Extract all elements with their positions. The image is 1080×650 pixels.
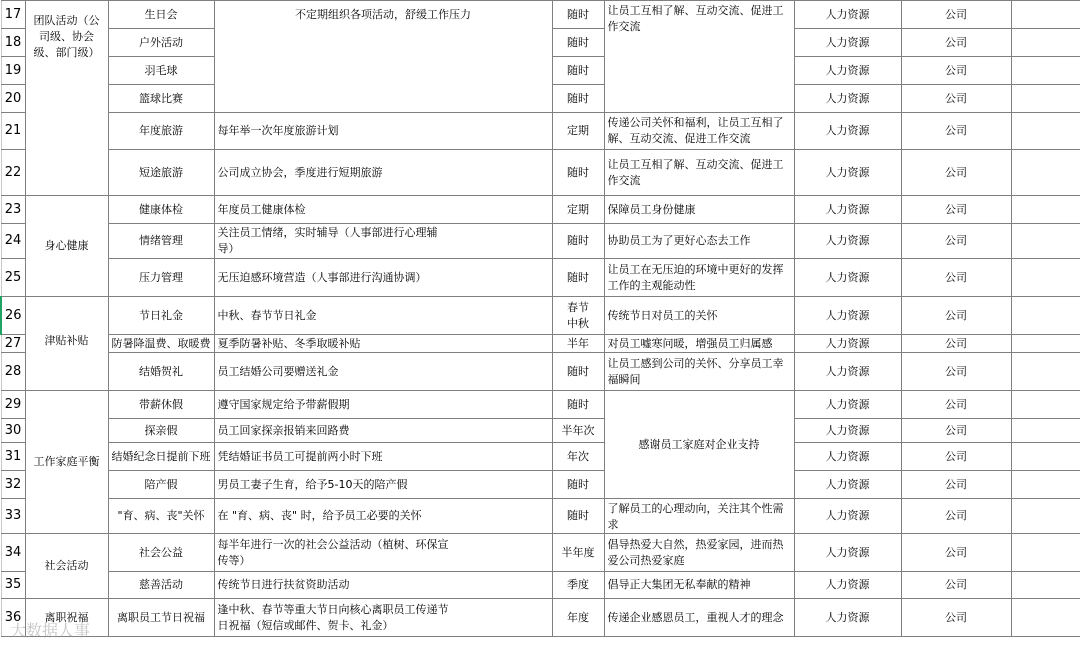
category-cell[interactable]: 团队活动（公司级、协会级、部门级） — [25, 1, 108, 196]
purpose-cell[interactable]: 了解员工的心理动向，关注其个性需求 — [604, 499, 794, 534]
frequency-cell[interactable]: 随时 — [552, 259, 604, 297]
content-cell[interactable]: 无压迫感环境营造（人事部进行沟通协调） — [214, 259, 552, 297]
frequency-cell[interactable]: 春节中秋 — [552, 297, 604, 335]
scope-cell[interactable]: 公司 — [901, 297, 1011, 335]
empty-cell[interactable] — [1011, 29, 1080, 57]
frequency-cell[interactable]: 定期 — [552, 113, 604, 150]
frequency-cell[interactable]: 半年次 — [552, 419, 604, 443]
content-cell[interactable]: 夏季防暑补贴、冬季取暖补贴 — [214, 335, 552, 353]
frequency-cell[interactable]: 年度 — [552, 599, 604, 637]
content-cell[interactable]: 凭结婚证书员工可提前两小时下班 — [214, 443, 552, 471]
empty-cell[interactable] — [1011, 599, 1080, 637]
frequency-cell[interactable]: 随时 — [552, 1, 604, 29]
scope-cell[interactable]: 公司 — [901, 335, 1011, 353]
frequency-cell[interactable]: 随时 — [552, 85, 604, 113]
row-number[interactable]: 29 — [1, 391, 25, 419]
scope-cell[interactable]: 公司 — [901, 1, 1011, 29]
item-cell[interactable]: 陪产假 — [108, 471, 214, 499]
scope-cell[interactable]: 公司 — [901, 353, 1011, 391]
owner-cell[interactable]: 人力资源 — [794, 113, 901, 150]
row-number[interactable]: 26 — [1, 297, 25, 335]
owner-cell[interactable]: 人力资源 — [794, 224, 901, 259]
owner-cell[interactable]: 人力资源 — [794, 150, 901, 196]
scope-cell[interactable]: 公司 — [901, 196, 1011, 224]
row-number[interactable]: 34 — [1, 534, 25, 572]
empty-cell[interactable] — [1011, 196, 1080, 224]
frequency-cell[interactable]: 随时 — [552, 499, 604, 534]
category-cell[interactable]: 工作家庭平衡 — [25, 391, 108, 534]
table-row — [1, 150, 1080, 196]
row-number[interactable]: 23 — [1, 196, 25, 224]
content-cell[interactable]: 员工回家探亲报销来回路费 — [214, 419, 552, 443]
empty-cell[interactable] — [1011, 259, 1080, 297]
empty-cell[interactable] — [1011, 297, 1080, 335]
item-cell[interactable]: 结婚贺礼 — [108, 353, 214, 391]
owner-cell[interactable]: 人力资源 — [794, 1, 901, 29]
content-cell[interactable]: 员工结婚公司要赠送礼金 — [214, 353, 552, 391]
item-cell[interactable]: 羽毛球 — [108, 57, 214, 85]
frequency-cell[interactable]: 随时 — [552, 391, 604, 419]
row-number[interactable]: 28 — [1, 353, 25, 391]
content-cell[interactable]: 公司成立协会，季度进行短期旅游 — [214, 150, 552, 196]
row-number[interactable]: 27 — [1, 335, 25, 353]
purpose-cell[interactable]: 让员工互相了解、互动交流、促进工作交流 — [604, 150, 794, 196]
scope-cell[interactable]: 公司 — [901, 599, 1011, 637]
category-cell[interactable]: 社会活动 — [25, 534, 108, 599]
table-row — [1, 353, 1080, 391]
row-number[interactable]: 33 — [1, 499, 25, 534]
item-cell[interactable]: 慈善活动 — [108, 572, 214, 599]
owner-cell[interactable]: 人力资源 — [794, 572, 901, 599]
item-cell[interactable]: 情绪管理 — [108, 224, 214, 259]
content-cell[interactable]: 关注员工情绪，实时辅导（人事部进行心理辅导） — [214, 224, 552, 259]
scope-cell[interactable]: 公司 — [901, 259, 1011, 297]
purpose-cell[interactable]: 传递公司关怀和福利，让员工互相了解、互动交流、促进工作交流 — [604, 113, 794, 150]
empty-cell[interactable] — [1011, 57, 1080, 85]
frequency-cell[interactable]: 随时 — [552, 224, 604, 259]
content-cell[interactable]: 在 "育、病、丧" 时，给予员工必要的关怀 — [214, 499, 552, 534]
table-row — [1, 534, 1080, 572]
table-row — [1, 1, 1080, 29]
table-row — [1, 599, 1080, 637]
table-row — [1, 419, 1080, 443]
purpose-cell[interactable]: 对员工嘘寒问暖，增强员工归属感 — [604, 335, 794, 353]
empty-cell[interactable] — [1011, 150, 1080, 196]
row-number[interactable]: 31 — [1, 443, 25, 471]
owner-cell[interactable]: 人力资源 — [794, 196, 901, 224]
content-cell[interactable]: 每半年进行一次的社会公益活动（植树、环保宣传等） — [214, 534, 552, 572]
table-row — [1, 471, 1080, 499]
frequency-cell[interactable]: 随时 — [552, 150, 604, 196]
item-cell[interactable]: 生日会 — [108, 1, 214, 29]
row-number[interactable]: 18 — [1, 29, 25, 57]
watermark: 大数据人事 — [10, 621, 91, 640]
owner-cell[interactable]: 人力资源 — [794, 85, 901, 113]
row-number[interactable]: 20 — [1, 85, 25, 113]
owner-cell[interactable]: 人力资源 — [794, 297, 901, 335]
item-cell[interactable]: 离职员工节日祝福 — [108, 599, 214, 637]
purpose-cell[interactable]: 让员工互相了解、互动交流、促进工作交流 — [604, 1, 794, 113]
frequency-cell[interactable]: 随时 — [552, 57, 604, 85]
table-row — [1, 391, 1080, 419]
category-cell[interactable]: 身心健康 — [25, 196, 108, 297]
table-row — [1, 335, 1080, 353]
owner-cell[interactable]: 人力资源 — [794, 534, 901, 572]
scope-cell[interactable]: 公司 — [901, 419, 1011, 443]
purpose-cell[interactable]: 协助员工为了更好心态去工作 — [604, 224, 794, 259]
row-number[interactable]: 25 — [1, 259, 25, 297]
empty-cell[interactable] — [1011, 113, 1080, 150]
table-row — [1, 196, 1080, 224]
frequency-cell[interactable]: 季度 — [552, 572, 604, 599]
row-number[interactable]: 35 — [1, 572, 25, 599]
row-number[interactable]: 21 — [1, 113, 25, 150]
owner-cell[interactable]: 人力资源 — [794, 259, 901, 297]
purpose-cell[interactable]: 倡导正大集团无私奉献的精神 — [604, 572, 794, 599]
empty-cell[interactable] — [1011, 353, 1080, 391]
frequency-cell[interactable]: 半年度 — [552, 534, 604, 572]
owner-cell[interactable]: 人力资源 — [794, 419, 901, 443]
item-cell[interactable]: 社会公益 — [108, 534, 214, 572]
item-cell[interactable]: 探亲假 — [108, 419, 214, 443]
row-number[interactable]: 17 — [1, 1, 25, 29]
item-cell[interactable]: 年度旅游 — [108, 113, 214, 150]
row-number[interactable]: 32 — [1, 471, 25, 499]
scope-cell[interactable]: 公司 — [901, 534, 1011, 572]
frequency-cell[interactable]: 定期 — [552, 196, 604, 224]
table-row — [1, 113, 1080, 150]
item-cell[interactable]: 压力管理 — [108, 259, 214, 297]
row-number[interactable]: 24 — [1, 224, 25, 259]
table-row — [1, 297, 1080, 335]
owner-cell[interactable]: 人力资源 — [794, 57, 901, 85]
scope-cell[interactable]: 公司 — [901, 57, 1011, 85]
category-cell[interactable]: 离职祝福 — [25, 599, 108, 637]
content-cell[interactable]: 年度员工健康体检 — [214, 196, 552, 224]
item-cell[interactable]: 篮球比赛 — [108, 85, 214, 113]
empty-cell[interactable] — [1011, 572, 1080, 599]
row-number[interactable]: 19 — [1, 57, 25, 85]
empty-cell[interactable] — [1011, 443, 1080, 471]
empty-cell[interactable] — [1011, 335, 1080, 353]
table-row — [1, 224, 1080, 259]
content-cell[interactable]: 每年举一次年度旅游计划 — [214, 113, 552, 150]
table-row — [1, 572, 1080, 599]
item-cell[interactable]: 结婚纪念日提前下班 — [108, 443, 214, 471]
empty-cell[interactable] — [1011, 534, 1080, 572]
content-cell[interactable]: 中秋、春节节日礼金 — [214, 297, 552, 335]
content-cell[interactable]: 男员工妻子生育，给予5-10天的陪产假 — [214, 471, 552, 499]
category-cell[interactable]: 津贴补贴 — [25, 297, 108, 391]
scope-cell[interactable]: 公司 — [901, 29, 1011, 57]
scope-cell[interactable]: 公司 — [901, 443, 1011, 471]
content-cell[interactable]: 遵守国家规定给予带薪假期 — [214, 391, 552, 419]
content-cell[interactable]: 传统节日进行扶贫资助活动 — [214, 572, 552, 599]
scope-cell[interactable]: 公司 — [901, 150, 1011, 196]
table-row — [1, 259, 1080, 297]
owner-cell[interactable]: 人力资源 — [794, 391, 901, 419]
scope-cell[interactable]: 公司 — [901, 471, 1011, 499]
item-cell[interactable]: 户外活动 — [108, 29, 214, 57]
frequency-cell[interactable]: 随时 — [552, 29, 604, 57]
owner-cell[interactable]: 人力资源 — [794, 29, 901, 57]
scope-cell[interactable]: 公司 — [901, 113, 1011, 150]
frequency-cell[interactable]: 半年 — [552, 335, 604, 353]
item-cell[interactable]: "育、病、丧"关怀 — [108, 499, 214, 534]
item-cell[interactable]: 短途旅游 — [108, 150, 214, 196]
purpose-cell[interactable]: 传统节日对员工的关怀 — [604, 297, 794, 335]
row-number[interactable]: 22 — [1, 150, 25, 196]
frequency-cell[interactable]: 随时 — [552, 353, 604, 391]
owner-cell[interactable]: 人力资源 — [794, 353, 901, 391]
purpose-cell[interactable]: 感谢员工家庭对企业支持 — [604, 391, 794, 499]
owner-cell[interactable]: 人力资源 — [794, 471, 901, 499]
content-cell[interactable]: 不定期组织各项活动，舒缓工作压力 — [214, 1, 552, 113]
item-cell[interactable]: 带薪休假 — [108, 391, 214, 419]
item-cell[interactable]: 防暑降温费、取暖费 — [108, 335, 214, 353]
scope-cell[interactable]: 公司 — [901, 85, 1011, 113]
frequency-cell[interactable]: 随时 — [552, 471, 604, 499]
row-number[interactable]: 30 — [1, 419, 25, 443]
empty-cell[interactable] — [1011, 224, 1080, 259]
frequency-cell[interactable]: 年次 — [552, 443, 604, 471]
owner-cell[interactable]: 人力资源 — [794, 335, 901, 353]
empty-cell[interactable] — [1011, 499, 1080, 534]
content-cell[interactable]: 逢中秋、春节等重大节日向核心离职员工传递节日祝福（短信或邮件、贺卡、礼金） — [214, 599, 552, 637]
owner-cell[interactable]: 人力资源 — [794, 443, 901, 471]
purpose-cell[interactable]: 让员工在无压迫的环境中更好的发挥工作的主观能动性 — [604, 259, 794, 297]
empty-cell[interactable] — [1011, 1, 1080, 29]
scope-cell[interactable]: 公司 — [901, 224, 1011, 259]
item-cell[interactable]: 节日礼金 — [108, 297, 214, 335]
item-cell[interactable]: 健康体检 — [108, 196, 214, 224]
empty-cell[interactable] — [1011, 471, 1080, 499]
empty-cell[interactable] — [1011, 85, 1080, 113]
scope-cell[interactable]: 公司 — [901, 499, 1011, 534]
row-number[interactable]: 36 — [1, 599, 25, 637]
owner-cell[interactable]: 人力资源 — [794, 499, 901, 534]
purpose-cell[interactable]: 保障员工身份健康 — [604, 196, 794, 224]
purpose-cell[interactable]: 倡导热爱大自然，热爱家园，进而热爱公司热爱家庭 — [604, 534, 794, 572]
empty-cell[interactable] — [1011, 391, 1080, 419]
table-row — [1, 443, 1080, 471]
purpose-cell[interactable]: 传递企业感恩员工，重视人才的理念 — [604, 599, 794, 637]
empty-cell[interactable] — [1011, 419, 1080, 443]
owner-cell[interactable]: 人力资源 — [794, 599, 901, 637]
scope-cell[interactable]: 公司 — [901, 572, 1011, 599]
table-row — [1, 499, 1080, 534]
purpose-cell[interactable]: 让员工感到公司的关怀、分享员工幸福瞬间 — [604, 353, 794, 391]
scope-cell[interactable]: 公司 — [901, 391, 1011, 419]
